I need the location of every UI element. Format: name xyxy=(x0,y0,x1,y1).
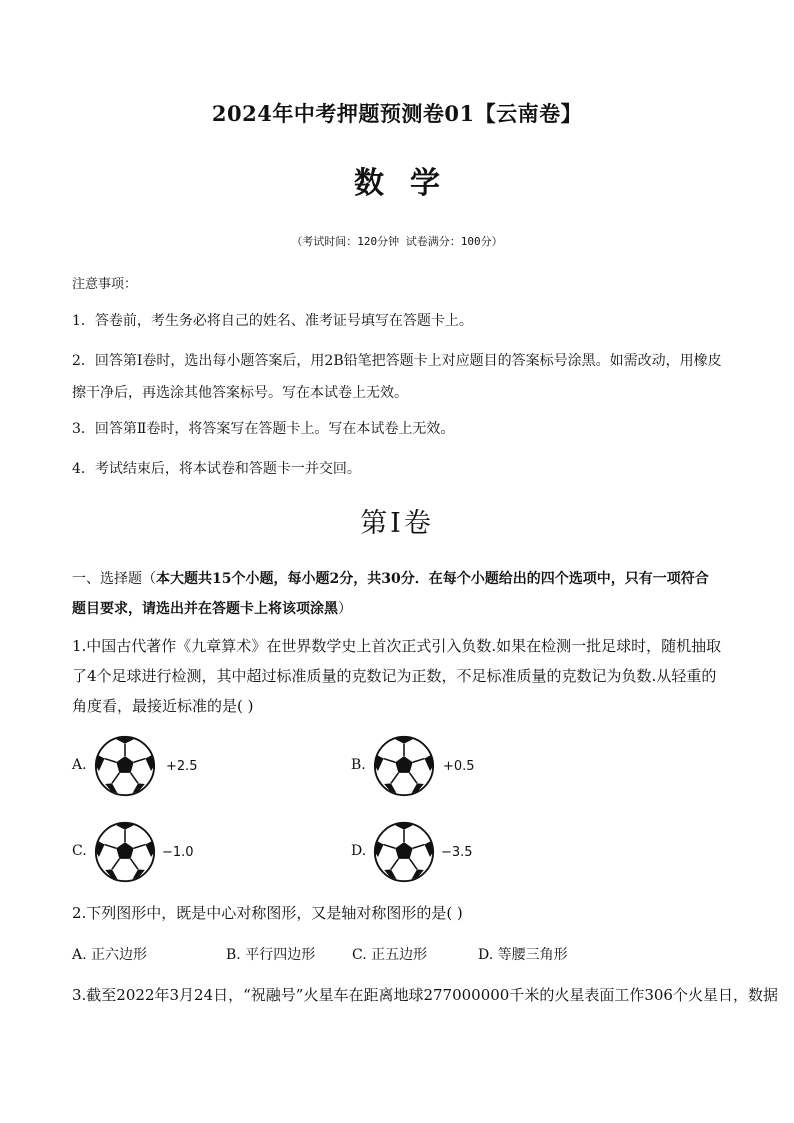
option-a-value: +2.5 xyxy=(166,759,198,774)
soccer-ball-icon xyxy=(94,735,156,797)
soccer-ball-icon xyxy=(94,821,156,883)
option-b-letter: B. xyxy=(351,757,366,773)
exam-title: 2024年中考押题预测卷01【云南卷】 xyxy=(211,101,583,126)
q2-option-a: A. 正六边形 xyxy=(72,947,148,963)
section-description xyxy=(72,564,722,624)
option-a-letter: A. xyxy=(72,757,87,773)
soccer-ball-icon xyxy=(373,735,435,797)
section-desc-suffix: ） xyxy=(338,601,352,617)
question-1-text: 1.中国古代著作《九章算术》在世界数学史上首次正式引入负数.如果在检测一批足球时，随机抽取了4个足球进行检测，其中超过标准质量的克数记为正数，不足标准质量的克数记为负数.从轻重的角度看，最接近标准的是( ) xyxy=(72,637,722,715)
q2-option-b: B. 平行四边形 xyxy=(226,947,316,963)
exam-info: （考试时间：120分钟 试卷满分：100分） xyxy=(291,235,503,248)
option-d-letter: D. xyxy=(351,843,367,859)
note-item-2: 2．回答第Ⅰ卷时，选出每小题答案后，用2B铅笔把答题卡上对应题目的答案标号涂黑。如需改动，用橡皮擦干净后，再选涂其他答案标号。写在本试卷上无效。 xyxy=(72,353,722,401)
option-b-value: +0.5 xyxy=(443,759,475,774)
section-title: 第Ⅰ卷 xyxy=(360,508,434,539)
option-c-value: −1.0 xyxy=(162,845,194,860)
q2-option-d: D. 等腰三角形 xyxy=(478,947,568,963)
option-c-letter: C. xyxy=(72,843,87,859)
note-item-4: 4．考试结束后，将本试卷和答题卡一并交回。 xyxy=(72,461,361,477)
subject-title: 数学 xyxy=(354,166,466,201)
option-d-value: −3.5 xyxy=(441,845,473,860)
notes-heading: 注意事项： xyxy=(72,277,138,292)
soccer-ball-icon xyxy=(373,821,435,883)
q2-option-c: C. 正五边形 xyxy=(352,947,428,963)
section-desc-bold: 本大题共15个小题，每小题2分，共30分．在每个小题给出的四个选项中，只有一项符合题目要求，请选出并在答题卡上将该项涂黑 xyxy=(72,571,709,617)
question-2-text: 2.下列图形中，既是中心对称图形，又是轴对称图形的是( ) xyxy=(72,904,463,922)
question-3-text: 3.截至2022年3月24日，“祝融号”火星车在距离地球277000000千米的火星表面工作306个火星日，数据 xyxy=(72,986,778,1004)
section-desc-prefix: 一、选择题（ xyxy=(72,571,156,587)
note-item-1: 1．答卷前，考生务必将自己的姓名、准考证号填写在答题卡上。 xyxy=(72,313,473,329)
note-item-3: 3．回答第Ⅱ卷时，将答案写在答题卡上。写在本试卷上无效。 xyxy=(72,421,455,437)
